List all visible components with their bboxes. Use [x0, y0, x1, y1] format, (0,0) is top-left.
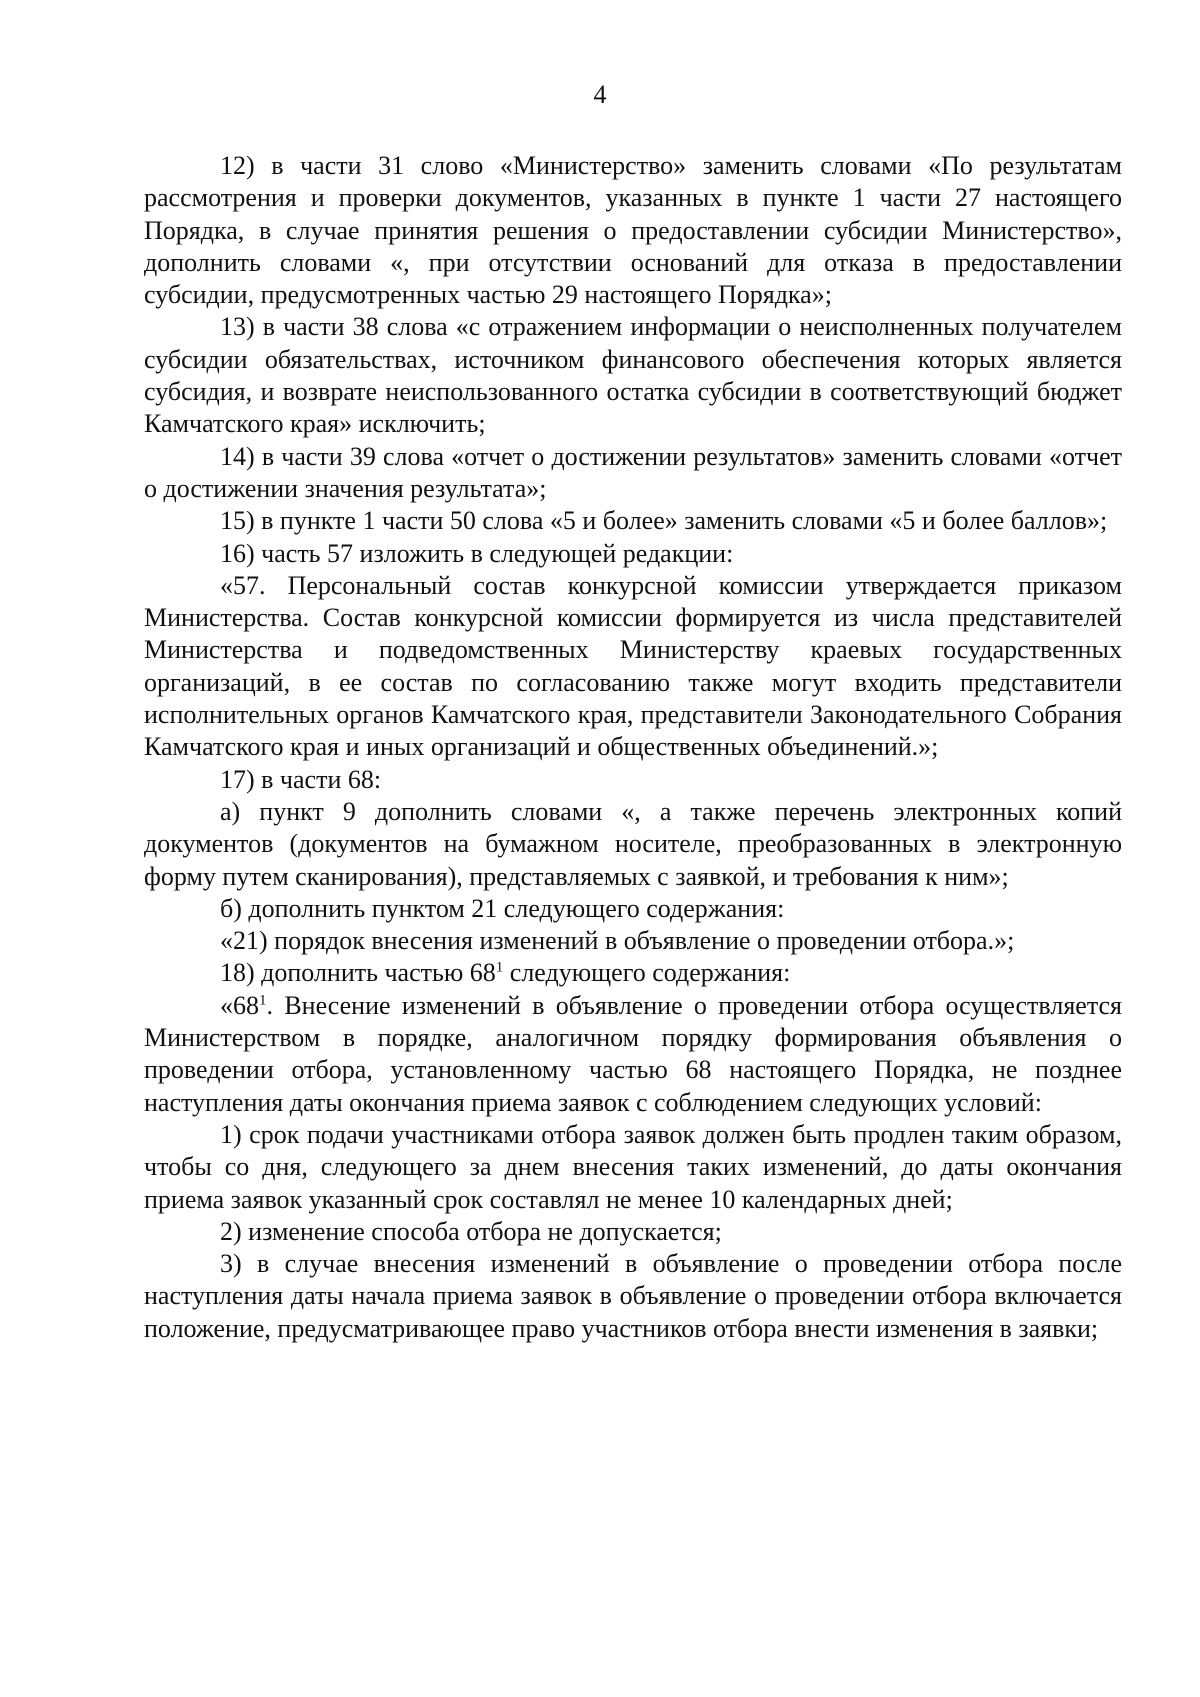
paragraph-item-18-text-start: 18) дополнить частью 68 — [220, 958, 496, 988]
paragraph-condition-3: 3) в случае внесения изменений в объявление о проведении отбора после наступления даты начала приема заявок в объявление о проведении отбора включается положение, предусматривающее право участников отбора внести изменения в заявки; — [144, 1249, 1122, 1343]
paragraph-item-18 — [144, 957, 1122, 989]
paragraph-point-21-text: «21) порядок внесения изменений в объявление о проведении отбора.»; — [220, 926, 1015, 956]
paragraph-subitem-a: а) пункт 9 дополнить словами «, а также перечень электронных копий документов (документов на бумажном носителе, преобразованных в электронную форму путем сканирования), представляемых с заявкой, и требования к ним»; — [144, 796, 1122, 891]
superscript-index: 1 — [259, 992, 267, 1009]
paragraph-item-15: 15) в пункте 1 части 50 слова «5 и более» заменить словами «5 и более баллов»; — [220, 506, 1108, 536]
paragraph-condition-2: 2) изменение способа отбора не допускается; — [220, 1216, 722, 1246]
paragraph-item-12: 12) в части 31 слово «Министерство» заменить словами «По результатам рассмотрения и проверки документов, указанных в пункте 1 части 27 настоящего Порядка, в случае принятия решения о предоставлении субсидии Министерство», дополнить словами «, при отсутствии оснований для отказа в предоставлении субсидии, предусмотренных частью 29 настоящего Порядка»; — [144, 151, 1122, 310]
paragraph-item-17: 17) в части 68: — [220, 764, 382, 794]
paragraph-item-14: 14) в части 39 слова «отчет о достижении результатов» заменить словами «отчет о достижении значения результата»; — [144, 441, 1122, 503]
paragraph-condition-1: 1) срок подачи участниками отбора заявок должен быть продлен таким образом, чтобы со дня, следующего за днем внесения таких изменений, до даты окончания приема заявок указанный срок составлял не менее 10 календарных дней; — [144, 1119, 1122, 1214]
paragraph-item-16: 16) часть 57 изложить в следующей редакции: — [220, 538, 734, 568]
paragraph-part-57-text: «57. Персональный состав конкурсной комиссии утверждается приказом Министерства. Состав конкурсной комиссии формируется из числа представителей Министерства и подведомственных Министерству краевых государственных организаций, в ее состав по согласованию также могут входить представители исполнительных органов Камчатского края, представители Законодательного Собрания Камчатского края и иных организаций и общественных объединений.»; — [144, 570, 1122, 762]
superscript-index: 1 — [495, 959, 504, 976]
paragraph-item-18-text-end: следующего содержания: — [503, 958, 791, 988]
page-number: 4 — [593, 80, 607, 109]
paragraph-part-68-1-text-start: «68 — [220, 990, 259, 1020]
paragraph-subitem-b: б) дополнить пунктом 21 следующего содержания: — [220, 893, 785, 923]
document-body — [144, 150, 1122, 1345]
paragraph-part-68-1-text — [144, 990, 1122, 1119]
paragraph-item-13: 13) в части 38 слова «с отражением информации о неисполненных получателем субсидии обязательствах, источником финансового обеспечения которых является субсидия, и возврате неиспользованного остатка субсидии в соответствующий бюджет Камчатского края» исключить; — [144, 312, 1122, 439]
paragraph-part-68-1-text-end: . Внесение изменений в объявление о проведении отбора осуществляется Министерством в порядке, аналогичном порядку формирования объявления о проведении отбора, установленному частью 68 настоящего Порядка, не позднее наступления даты окончания приема заявок с соблюдением следующих условий: — [144, 990, 1122, 1117]
